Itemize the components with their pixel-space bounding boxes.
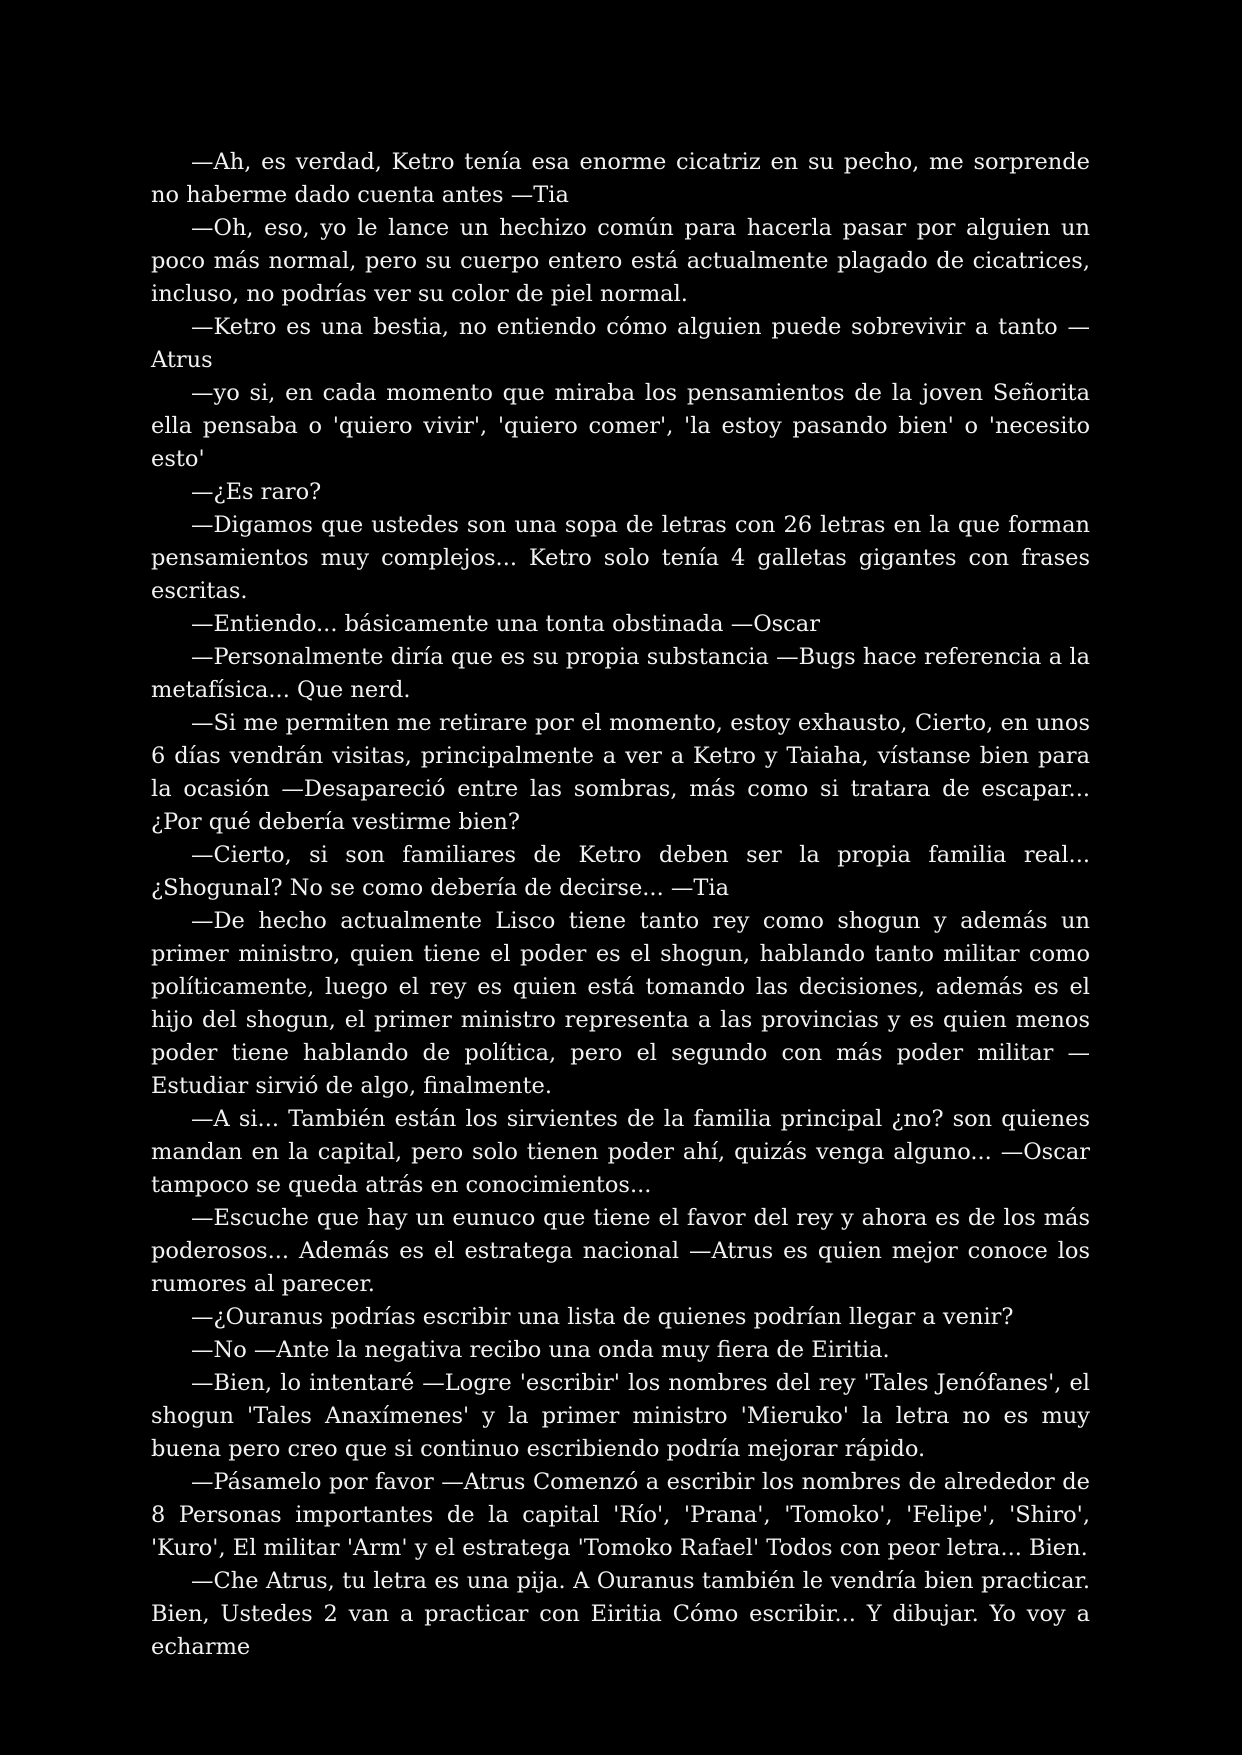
paragraph: —Escuche que hay un eunuco que tiene el favor del rey y ahora es de los más poderosos... Además es el estratega nacional —Atrus es quien mejor conoce los rumores al parecer. bbox=[151, 1205, 1090, 1297]
paragraph: —¿Ouranus podrías escribir una lista de quienes podrían llegar a venir? bbox=[191, 1304, 1014, 1330]
paragraph: —Pásamelo por favor —Atrus Comenzó a escribir los nombres de alrededor de 8 Personas importantes de la capital 'Río', 'Prana', 'Tomoko', 'Felipe', 'Shiro', 'Kuro', El militar 'Arm' y el estratega 'Tomoko Rafael' Todos con peor letra... Bien. bbox=[151, 1469, 1090, 1561]
paragraph: —No —Ante la negativa recibo una onda muy fiera de Eiritia. bbox=[191, 1337, 890, 1363]
document-body bbox=[151, 146, 1090, 1664]
paragraph: —yo si, en cada momento que miraba los pensamientos de la joven Señorita ella pensaba o 'quiero vivir', 'quiero comer', 'la estoy pasando bien' o 'necesito esto' bbox=[151, 380, 1090, 472]
paragraph: —¿Es raro? bbox=[191, 479, 322, 505]
paragraph: —Che Atrus, tu letra es una pija. A Ouranus también le vendría bien practicar. Bien, Ustedes 2 van a practicar con Eiritia Cómo escribir... Y dibujar. Yo voy a echarme bbox=[151, 1568, 1090, 1660]
paragraph: —Oh, eso, yo le lance un hechizo común para hacerla pasar por alguien un poco más normal, pero su cuerpo entero está actualmente plagado de cicatrices, incluso, no podrías ver su color de piel normal. bbox=[151, 215, 1090, 307]
paragraph: —Cierto, si son familiares de Ketro deben ser la propia familia real... ¿Shogunal? No se como debería de decirse... —Tia bbox=[151, 842, 1090, 901]
paragraph: —Digamos que ustedes son una sopa de letras con 26 letras en la que forman pensamientos muy complejos... Ketro solo tenía 4 galletas gigantes con frases escritas. bbox=[151, 512, 1090, 604]
paragraph: —Ketro es una bestia, no entiendo cómo alguien puede sobrevivir a tanto —Atrus bbox=[151, 314, 1090, 373]
paragraph: —A si... También están los sirvientes de la familia principal ¿no? son quienes mandan en la capital, pero solo tienen poder ahí, quizás venga alguno... —Oscar tampoco se queda atrás en conocimientos... bbox=[151, 1106, 1090, 1198]
paragraph: —Bien, lo intentaré —Logre 'escribir' los nombres del rey 'Tales Jenófanes', el shogun 'Tales Anaxímenes' y la primer ministro 'Mieruko' la letra no es muy buena pero creo que si continuo escribiendo podría mejorar rápido. bbox=[151, 1370, 1090, 1462]
paragraph: —Personalmente diría que es su propia substancia —Bugs hace referencia a la metafísica... Que nerd. bbox=[151, 644, 1090, 703]
paragraph: —Entiendo... básicamente una tonta obstinada —Oscar bbox=[191, 611, 820, 637]
paragraph: —Si me permiten me retirare por el momento, estoy exhausto, Cierto, en unos 6 días vendrán visitas, principalmente a ver a Ketro y Taiaha, vístanse bien para la ocasión —Desapareció entre las sombras, más como si tratara de escapar... ¿Por qué debería vestirme bien? bbox=[151, 710, 1090, 835]
paragraph: —De hecho actualmente Lisco tiene tanto rey como shogun y además un primer ministro, quien tiene el poder es el shogun, hablando tanto militar como políticamente, luego el rey es quien está tomando las decisiones, además es el hijo del shogun, el primer ministro representa a las provincias y es quien menos poder tiene hablando de política, pero el segundo con más poder militar —Estudiar sirvió de algo, finalmente. bbox=[151, 908, 1090, 1099]
paragraph: —Ah, es verdad, Ketro tenía esa enorme cicatriz en su pecho, me sorprende no haberme dado cuenta antes —Tia bbox=[151, 149, 1090, 208]
